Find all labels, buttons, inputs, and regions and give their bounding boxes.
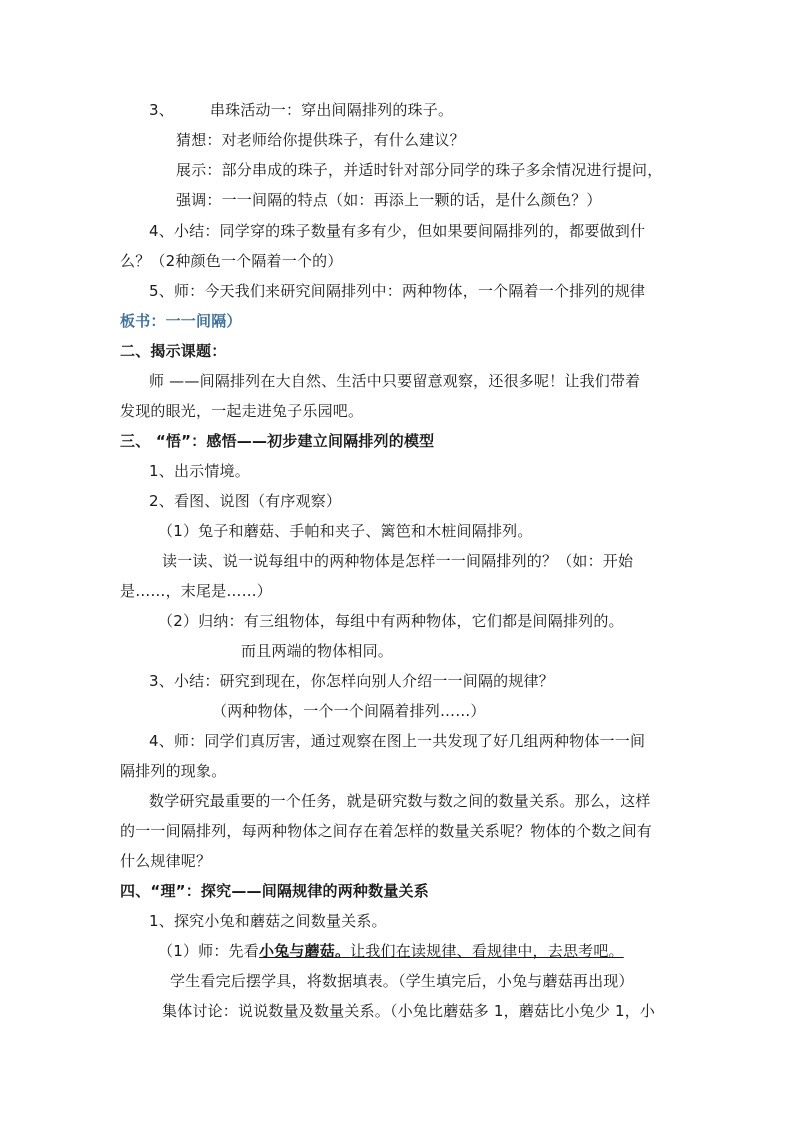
step-2-sub-2: （2）归纳：有三组物体，每组中有两种物体，它们都是间隔排列的。 (158, 612, 624, 630)
teacher-4-line: 4、师：同学们真厉害，通过观察在图上一共发现了好几组两种物体一一间 (149, 732, 646, 750)
blackboard-note: 板书：一一间隔） (120, 312, 242, 330)
summary-4-line: 4、小结：同学穿的珠子数量有多有少，但如果要间隔排列的，都要做到什 (149, 222, 646, 240)
section-4-heading: 四、“理”：探究——间隔规律的两种数量关系 (120, 882, 429, 900)
section-3-heading: 三、 “悟”：感悟——初步建立间隔排列的模型 (120, 432, 435, 450)
step-2-sub-1: （1）兔子和蘑菇、手帕和夹子、篱笆和木桩间隔排列。 (158, 522, 533, 540)
item-text: 串珠活动一：穿出间隔排列的珠子。 (209, 101, 454, 119)
summary-3-line: 3、小结：研究到现在，你怎样向别人介绍一一间隔的规律？ (149, 672, 554, 690)
emphasis-line: 强调：一一间隔的特点（如：再添上一颗的话，是什么颜色？） (176, 191, 602, 209)
step-1-line: 1、出示情境。 (149, 462, 250, 480)
teacher-5-line: 5、师：今天我们来研究间隔排列中：两种物体，一个隔着一个排列的规律 (149, 282, 646, 300)
math-research-line: 数学研究最重要的一个任务，就是研究数与数之间的数量关系。那么，这样 (149, 792, 651, 810)
section-2-heading: 二、揭示课题： (120, 342, 227, 360)
item-3-line (149, 100, 453, 120)
explore-1-sub-1 (158, 941, 624, 961)
item-number: 3、 (149, 101, 174, 119)
rabbit-mushroom-emphasis: 小兔与蘑菇。 (258, 942, 351, 960)
teacher-4-cont: 隔排列的现象。 (120, 762, 227, 780)
section-2-para-cont: 发现的眼光，一起走进兔子乐园吧。 (120, 402, 364, 420)
section-2-para: 师 ——间隔排列在大自然、生活中只要留意观察，还很多呢！让我们带着 (149, 372, 641, 390)
math-research-cont: 的一一间隔排列，每两种物体之间存在着怎样的数量关系呢？物体的个数之间有 (120, 822, 653, 840)
step-2-line: 2、看图、说图（有序观察） (149, 492, 342, 510)
summary-3-cont: （两种物体，一个一个间隔着排列……） (212, 702, 486, 720)
guess-line: 猜想：对老师给你提供珠子，有什么建议？ (176, 131, 465, 149)
read-say-cont: 是……，末尾是……） (120, 582, 273, 600)
step-2-sub-2-cont: 而且两端的物体相同。 (241, 642, 394, 660)
explore-1-line: 1、探究小兔和蘑菇之间数量关系。 (149, 912, 387, 930)
math-research-end: 什么规律呢？ (120, 852, 212, 870)
show-line: 展示：部分串成的珠子，并适时针对部分同学的珠子多余情况进行提问， (176, 161, 663, 179)
read-say-line: 读一读、说一说每组中的两种物体是怎样一一间隔排列的？（如：开始 (162, 552, 634, 570)
sub-1-prefix: （1）师：先看 (158, 942, 259, 960)
students-fill-line: 学生看完后摆学具，将数据填表。（学生填完后，小兔与蘑菇再出现） (170, 972, 634, 990)
sub-1-suffix: 让我们在读规律、看规律中，去思考吧。 (350, 942, 624, 960)
group-discussion-line: 集体讨论：说说数量及数量关系。（小兔比蘑菇多 1，蘑菇比小兔少 1，小 (162, 1002, 656, 1020)
summary-4-cont: 么？（2种颜色一个隔着一个的） (120, 252, 343, 270)
